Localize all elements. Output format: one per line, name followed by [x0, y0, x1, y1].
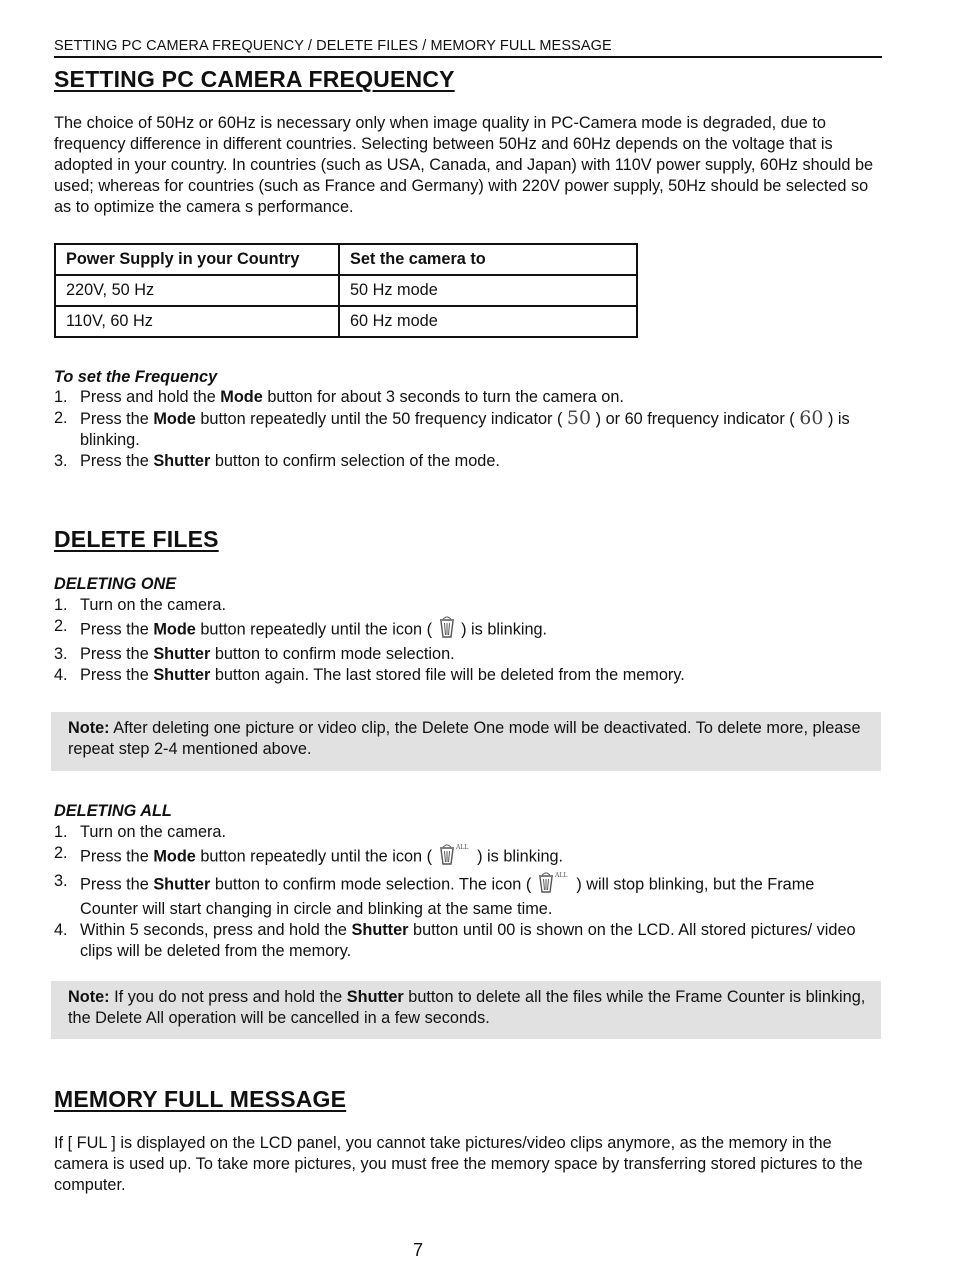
delete-section-title: DELETE FILES: [54, 526, 219, 552]
step-text: button repeatedly until the icon (: [195, 620, 437, 639]
trash-all-icon-label: ALL: [455, 844, 468, 851]
set-frequency-subheading: To set the Frequency: [54, 368, 218, 386]
note-text: button to delete all the files while the Frame Counter is blinking, the Delete All operation will be cancelled in a few seconds.: [68, 988, 866, 1027]
deleting-all-subheading: DELETING ALL: [54, 802, 172, 820]
trash-all-icon-label: ALL: [554, 872, 568, 879]
trash-all-icon: [536, 871, 572, 899]
step-text: Press the: [80, 847, 154, 866]
step-number: 2.: [54, 844, 68, 862]
step-text: Turn on the camera.: [80, 596, 226, 614]
step-text: Press and hold the: [80, 388, 221, 406]
frequency-table: [54, 243, 638, 338]
step-bold-text: Mode: [220, 388, 263, 406]
frequency-60-icon: 60: [799, 407, 824, 429]
step-bold-text: Shutter: [153, 452, 211, 470]
list-item: [54, 665, 876, 686]
step-number: 2.: [54, 617, 68, 635]
step-text: ) is blinking.: [456, 620, 548, 639]
trash-all-icon: [437, 843, 473, 871]
step-text: ) is blinking.: [472, 847, 564, 866]
trash-icon: [437, 616, 457, 644]
table-header-cell: Set the camera to: [339, 244, 637, 275]
step-text: ) is blinking.: [80, 410, 850, 449]
step-number: 4.: [54, 921, 68, 939]
step-text: Press the: [80, 452, 154, 470]
deleting-one-note: [51, 712, 881, 771]
table-cell: 110V, 60 Hz: [55, 306, 339, 337]
step-text: button to confirm mode selection.: [210, 645, 455, 663]
step-text: ) or 60 frequency indicator (: [591, 410, 800, 428]
step-bold-text: Mode: [153, 847, 196, 866]
step-text: Press the: [80, 645, 154, 663]
deleting-all-note: [51, 981, 881, 1039]
step-number: 3.: [54, 872, 68, 890]
step-bold-text: Mode: [153, 620, 196, 639]
note-text: After deleting one picture or video clip, the Delete One mode will be deactivated. To delete more, please repeat step 2-4 mentioned above.: [68, 719, 861, 758]
list-item: [54, 920, 876, 962]
list-item: [54, 644, 876, 665]
step-number: 4.: [54, 666, 68, 684]
step-number: 1.: [54, 823, 68, 841]
deleting-all-steps: [54, 822, 876, 962]
table-cell: 50 Hz mode: [339, 275, 637, 306]
table-row: [55, 275, 637, 306]
table-row: [55, 306, 637, 337]
deleting-one-subheading: DELETING ONE: [54, 575, 177, 593]
set-frequency-steps: [54, 387, 876, 472]
note-bold-text: Shutter: [346, 988, 404, 1006]
step-text: Turn on the camera.: [80, 823, 226, 841]
frequency-50-icon: 50: [566, 407, 592, 429]
note-label: Note:: [68, 719, 110, 737]
table-cell: 60 Hz mode: [339, 306, 637, 337]
page-number: 7: [412, 1240, 423, 1260]
note-label: Note:: [68, 988, 110, 1006]
list-item: [54, 822, 876, 843]
step-text: button to confirm selection of the mode.: [210, 452, 500, 470]
list-item: [54, 616, 876, 644]
running-header: SETTING PC CAMERA FREQUENCY / DELETE FILES / MEMORY FULL MESSAGE: [54, 38, 882, 58]
step-text: Press the: [80, 875, 154, 894]
step-text: Press the: [80, 620, 154, 639]
step-number: 3.: [54, 645, 68, 663]
memory-section-title: MEMORY FULL MESSAGE: [54, 1086, 347, 1112]
step-text: Within 5 seconds, press and hold the: [80, 921, 352, 939]
deleting-one-steps: [54, 595, 876, 686]
memory-paragraph: If [ FUL ] is displayed on the LCD panel, you cannot take pictures/video clips anymore, as the memory in the camera is used up. To take more pictures, you must free the memory space by transferring stored pictures to the computer.: [54, 1134, 863, 1194]
freq-section-title: SETTING PC CAMERA FREQUENCY: [54, 66, 455, 92]
step-text: Press the: [80, 666, 154, 684]
step-bold-text: Mode: [153, 410, 196, 428]
list-item: [54, 387, 876, 408]
step-text: button to confirm mode selection. The icon (: [210, 875, 536, 894]
list-item: [54, 408, 876, 451]
step-bold-text: Shutter: [153, 666, 211, 684]
table-header-row: [55, 244, 637, 275]
step-number: 3.: [54, 452, 68, 470]
step-text: button for about 3 seconds to turn the camera on.: [262, 388, 624, 406]
note-text: If you do not press and hold the: [109, 988, 347, 1006]
list-item: [54, 843, 876, 871]
list-item: [54, 595, 876, 616]
step-text: ) will stop blinking, but the Frame Counter will start changing in circle and blinking at the same time.: [80, 875, 815, 918]
step-bold-text: Shutter: [153, 875, 211, 894]
step-bold-text: Shutter: [351, 921, 409, 939]
list-item: [54, 871, 876, 920]
step-text: button until 00 is shown on the LCD. All stored pictures/ video clips will be deleted from the memory.: [80, 921, 856, 960]
table-cell: 220V, 50 Hz: [55, 275, 339, 306]
freq-intro-paragraph: The choice of 50Hz or 60Hz is necessary only when image quality in PC-Camera mode is degraded, due to frequency difference in different countries. Selecting between 50Hz and 60Hz depends on the voltage that is adopted in your country. In countries (such as USA, Canada, and Japan) with 110V power supply, 60Hz should be used; whereas for countries (such as France and Germany) with 220V power supply, 50Hz should be selected so as to optimize the camera s performance.: [54, 114, 874, 216]
step-bold-text: Shutter: [153, 645, 211, 663]
step-text: button repeatedly until the icon (: [195, 847, 437, 866]
step-number: 1.: [54, 388, 68, 406]
step-number: 2.: [54, 409, 68, 427]
step-text: button again. The last stored file will be deleted from the memory.: [210, 666, 685, 684]
step-text: button repeatedly until the 50 frequency indicator (: [195, 410, 567, 428]
table-header-cell: Power Supply in your Country: [55, 244, 339, 275]
step-text: Press the: [80, 410, 154, 428]
list-item: [54, 451, 876, 472]
step-number: 1.: [54, 596, 68, 614]
